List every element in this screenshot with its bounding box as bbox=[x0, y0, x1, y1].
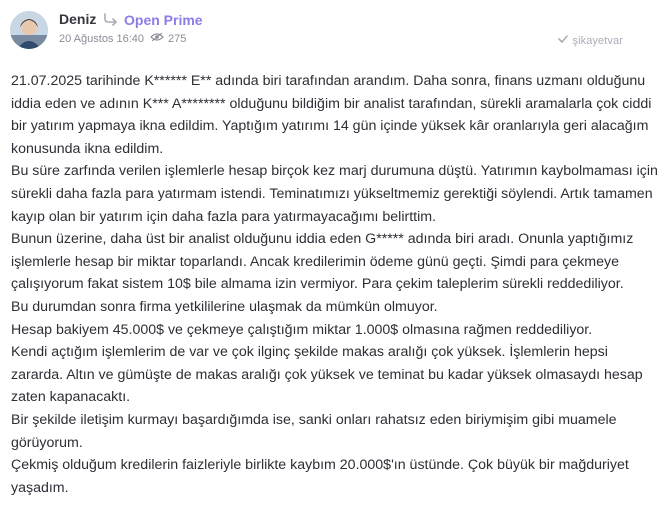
view-count-value: 275 bbox=[168, 32, 187, 45]
shield-check-icon bbox=[557, 33, 569, 48]
eye-icon bbox=[150, 32, 164, 45]
post-meta bbox=[59, 32, 186, 45]
company-name[interactable]: Open Prime bbox=[124, 12, 203, 28]
brand-name: şikayetvar bbox=[572, 34, 623, 47]
view-count bbox=[150, 32, 186, 45]
complaint-header bbox=[0, 0, 667, 60]
brand-watermark bbox=[557, 33, 623, 48]
author-name[interactable]: Deniz bbox=[59, 11, 97, 27]
avatar[interactable] bbox=[10, 11, 48, 49]
redirect-arrow-icon bbox=[103, 12, 119, 29]
redirect-link[interactable] bbox=[103, 12, 203, 28]
complaint-body: 21.07.2025 tarihinde K****** E** adında biri tarafından arandım. Daha sonra, finans uzmanı olduğunu iddia eden ve adının K*** A******** olduğunu bildiğim bir analist tarafından, sürekli aramalarla çok ciddi bir yatırım yapmaya ikna edildim. Yaptığım yatırımı 14 gün içinde yüksek kâr oranlarıyla geri alacağım konusunda ikna edildim. Bu süre zarfında verilen işlemlerle hesap birçok kez marj durumuna düştü. Yatırımın kaybolmaması için sürekli daha fazla para yatırmam istendi. Teminatımızı yükseltmemiz gerektiği söylendi. Artık tamamen kayıp olan bir yatırım için daha fazla para yatırmayacağımı belirttim. Bunun üzerine, daha üst bir analist olduğunu iddia eden G***** adında biri aradı. Onunla yaptığımız işlemlerle hesap bir miktar toparlandı. Ancak kredilerimin ödeme günü geçti. Şimdi para çekmeye çalışıyorum fakat sistem 10$ bile almama izin vermiyor. Para çekim taleplerim sürekli reddediliyor. Bu durumdan sonra firma yetkililerine ulaşmak da mümkün olmuyor. Hesap bakiyem 45.000$ ve çekmeye çalıştığım miktar 1.000$ olmasına rağmen reddediliyor. Kendi açtığım işlemlerim de var ve çok ilginç şekilde makas aralığı çok yüksek. İşlemlerin hepsi zararda. Altın ve gümüşte de makas aralığı çok yüksek ve teminat bu kadar yüksek olmasaydı hesap zaten kapanacaktı. Bir şekilde iletişim kurmayı başardığımda ise, sanki onları rahatsız eden biriymişim gibi muamele görüyorum. Çekmiş olduğum kredilerin faizleriyle birlikte kaybım 20.000$'ın üstünde. Çok büyük bir mağduriyet yaşadım. bbox=[11, 73, 658, 496]
post-date: 20 Ağustos 16:40 bbox=[59, 32, 145, 45]
avatar-image bbox=[10, 11, 48, 49]
